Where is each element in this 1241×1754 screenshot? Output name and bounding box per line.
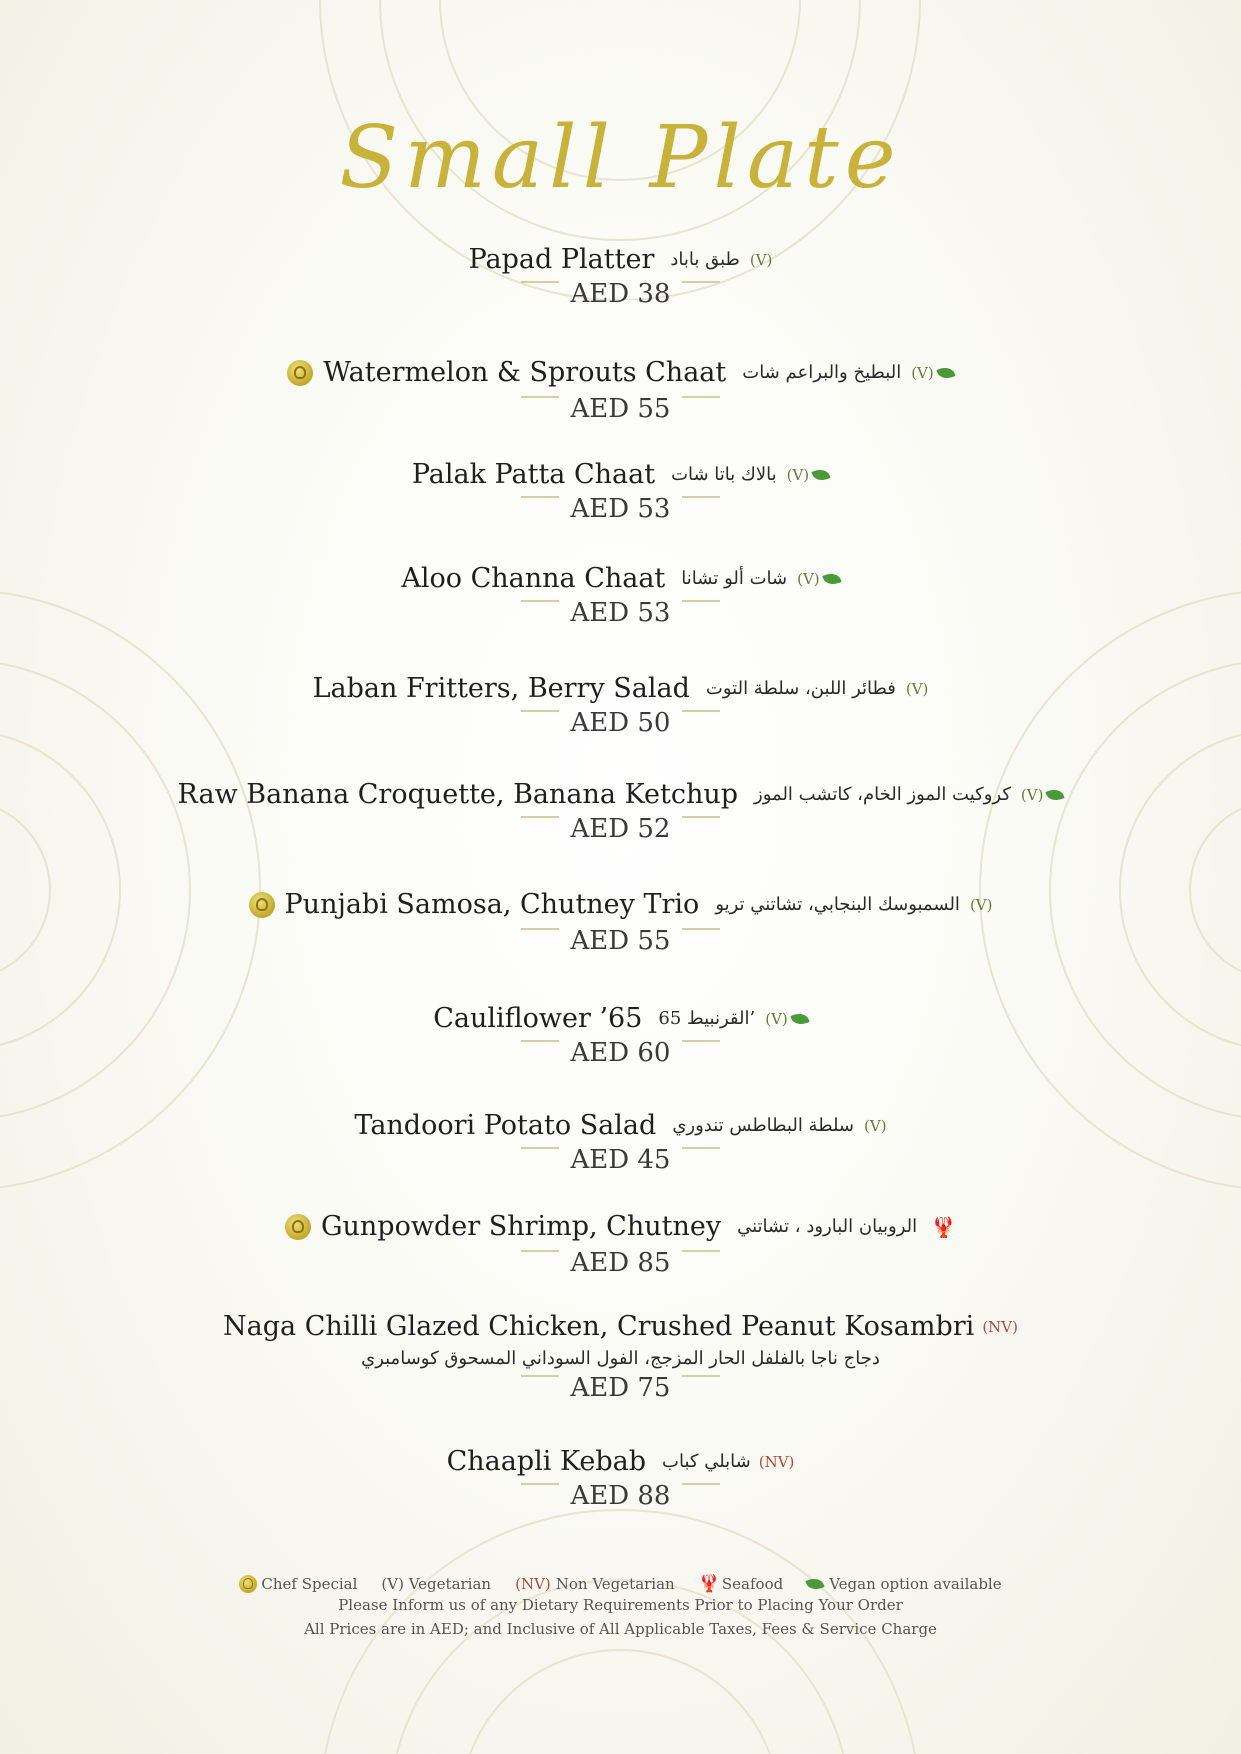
menu-item bbox=[0, 459, 1241, 524]
divider bbox=[521, 1375, 559, 1377]
divider bbox=[521, 1250, 559, 1252]
divider bbox=[682, 496, 720, 498]
item-diet-tag: (V) bbox=[797, 569, 820, 588]
menu-item bbox=[0, 1211, 1241, 1278]
item-name: Aloo Channa Chaat bbox=[401, 563, 666, 594]
item-diet-tag: (V) bbox=[749, 250, 773, 269]
item-name: Watermelon & Sprouts Chaat bbox=[323, 357, 727, 388]
item-arabic-name: البطيخ والبراعم شات bbox=[742, 362, 902, 383]
divider bbox=[521, 281, 559, 283]
item-price: AED 88 bbox=[570, 1481, 671, 1511]
menu-item bbox=[0, 563, 1241, 628]
item-name: Gunpowder Shrimp, Chutney bbox=[320, 1211, 722, 1242]
vegan-leaf-icon bbox=[812, 466, 831, 483]
section-title: Small Plate bbox=[339, 108, 902, 208]
item-name: Punjabi Samosa, Chutney Trio bbox=[284, 889, 700, 920]
item-diet-tag: (V) bbox=[765, 1009, 788, 1028]
item-name: Chaapli Kebab bbox=[446, 1446, 647, 1477]
legend-non-vegetarian: (NV) Non Vegetarian bbox=[515, 1575, 675, 1593]
item-name: Naga Chilli Glazed Chicken, Crushed Peanut Kosambri bbox=[223, 1311, 975, 1342]
menu-item bbox=[0, 357, 1241, 424]
item-arabic-name: دجاج ناجا بالفلفل الحار المزجج، الفول السوداني المسحوق كوسامبري bbox=[361, 1348, 880, 1369]
divider bbox=[521, 1040, 559, 1042]
item-name: Tandoori Potato Salad bbox=[354, 1110, 657, 1141]
divider bbox=[682, 928, 720, 930]
item-diet-tag: (NV) bbox=[982, 1317, 1018, 1336]
divider bbox=[521, 710, 559, 712]
item-price: AED 85 bbox=[570, 1247, 671, 1278]
seafood-lobster-icon: 🦞 bbox=[931, 1214, 957, 1239]
item-arabic-name: طبق باباد bbox=[670, 249, 740, 270]
item-arabic-name: القرنبيط 65’ bbox=[658, 1008, 756, 1029]
menu-item bbox=[0, 1446, 1241, 1511]
dietary-note: Please Inform us of any Dietary Requirements Prior to Placing Your Order bbox=[338, 1596, 903, 1614]
menu-item bbox=[0, 779, 1241, 844]
item-arabic-name: كروكيت الموز الخام، كاتشب الموز bbox=[754, 784, 1011, 805]
item-name: Laban Fritters, Berry Salad bbox=[312, 673, 690, 704]
divider bbox=[682, 1483, 720, 1485]
divider bbox=[682, 396, 720, 398]
item-arabic-name: شات ألو تشانا bbox=[681, 568, 788, 589]
item-name: Palak Patta Chaat bbox=[411, 459, 656, 490]
divider bbox=[682, 281, 720, 283]
item-arabic-name: بالاك باتا شات bbox=[671, 464, 777, 485]
vegan-leaf-icon bbox=[806, 1576, 825, 1593]
item-price: AED 53 bbox=[570, 494, 671, 524]
menu-item bbox=[0, 889, 1241, 956]
chef-special-icon bbox=[239, 1575, 257, 1593]
item-price: AED 45 bbox=[570, 1145, 671, 1175]
item-price: AED 53 bbox=[570, 598, 671, 628]
item-diet-tag: (V) bbox=[1020, 785, 1044, 804]
item-price: AED 52 bbox=[570, 814, 671, 844]
item-arabic-name: سلطة البطاطس تندوري bbox=[672, 1115, 855, 1136]
vegan-leaf-icon bbox=[1046, 786, 1065, 803]
legend bbox=[0, 1574, 1241, 1594]
chef-special-icon bbox=[285, 1214, 311, 1240]
item-price: AED 55 bbox=[570, 393, 671, 424]
divider bbox=[682, 1250, 720, 1252]
item-name: Raw Banana Croquette, Banana Ketchup bbox=[177, 779, 739, 810]
divider bbox=[521, 600, 559, 602]
item-diet-tag: (V) bbox=[864, 1116, 887, 1135]
vegan-leaf-icon bbox=[790, 1010, 809, 1027]
prices-note: All Prices are in AED; and Inclusive of All Applicable Taxes, Fees & Service Charge bbox=[304, 1620, 937, 1638]
item-diet-tag: (NV) bbox=[758, 1452, 795, 1471]
divider bbox=[521, 816, 559, 818]
legend-chef-special: Chef Special bbox=[239, 1575, 357, 1593]
divider bbox=[521, 928, 559, 930]
divider bbox=[521, 396, 559, 398]
item-diet-tag: (V) bbox=[905, 679, 929, 698]
vegan-leaf-icon bbox=[936, 364, 955, 381]
divider bbox=[682, 1375, 720, 1377]
item-price: AED 50 bbox=[570, 708, 671, 738]
divider bbox=[682, 1040, 720, 1042]
chef-special-icon bbox=[287, 360, 313, 386]
item-price: AED 55 bbox=[570, 925, 671, 956]
divider bbox=[682, 1147, 720, 1149]
divider bbox=[521, 1147, 559, 1149]
item-arabic-name: الروبيان البارود ، تشاتني bbox=[737, 1216, 918, 1237]
item-diet-tag: (V) bbox=[786, 465, 810, 484]
divider bbox=[682, 816, 720, 818]
item-name: Papad Platter bbox=[468, 244, 655, 275]
item-arabic-name: فطائر اللبن، سلطة التوت bbox=[705, 678, 896, 699]
legend-seafood: 🦞 Seafood bbox=[698, 1574, 784, 1594]
seafood-lobster-icon: 🦞 bbox=[698, 1574, 720, 1594]
menu-item bbox=[0, 244, 1241, 309]
menu-item bbox=[0, 1311, 1241, 1403]
item-arabic-name: السمبوسك البنجابي، تشاتني تريو bbox=[715, 894, 960, 915]
legend-vegetarian: (V) Vegetarian bbox=[381, 1575, 492, 1593]
menu-item bbox=[0, 1110, 1241, 1175]
item-price: AED 75 bbox=[570, 1373, 671, 1403]
item-diet-tag: (V) bbox=[969, 895, 993, 914]
divider bbox=[521, 496, 559, 498]
item-price: AED 38 bbox=[570, 279, 671, 309]
menu-item bbox=[0, 1003, 1241, 1068]
divider bbox=[682, 600, 720, 602]
item-price: AED 60 bbox=[570, 1038, 671, 1068]
divider bbox=[682, 710, 720, 712]
chef-special-icon bbox=[249, 892, 275, 918]
item-diet-tag: (V) bbox=[911, 363, 934, 382]
legend-vegan: Vegan option available bbox=[807, 1575, 1001, 1593]
item-name: Cauliflower ’65 bbox=[433, 1003, 643, 1034]
menu-item bbox=[0, 673, 1241, 738]
vegan-leaf-icon bbox=[822, 570, 841, 587]
item-arabic-name: شابلي كباب bbox=[662, 1451, 751, 1472]
divider bbox=[521, 1483, 559, 1485]
